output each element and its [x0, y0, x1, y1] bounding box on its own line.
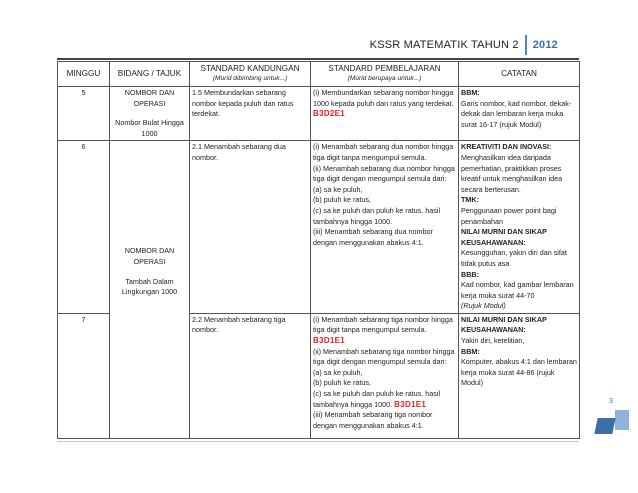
bidang-topic: NOMBOR DAN OPERASI — [124, 246, 175, 266]
catatan-label: KREATIVITI DAN INOVASI: — [461, 142, 552, 152]
bidang-topic: NOMBOR DAN OPERASI — [124, 88, 175, 108]
catatan-text: Komputer, abakus 4:1 dan lembaran kerja muka surat 44-86 (rujuk Modul) — [461, 357, 577, 388]
pembelajaran-text: (i) Membundarkan sebarang nombor hingga 1000 kepada puluh dan ratus yang terdekat. — [313, 88, 454, 108]
pembelajaran-cell — [311, 313, 459, 438]
week-cell: 5 — [58, 87, 110, 141]
pembelajaran-line: (i) Menambah sebarang dua nombor hingga tiga digit tanpa mengumpul semula. — [313, 142, 454, 162]
footer-rule — [57, 441, 579, 442]
page-corner-decoration — [615, 410, 629, 430]
kandungan-cell: 2.1 Menambah sebarang dua nombor. — [190, 141, 311, 314]
catatan-text: Menghasilkan idea daripada pemerhatian, praktikkan proses kreatif untuk menghasilkan idea secara berterusan. — [461, 152, 563, 194]
bidang-subtopic: Tambah Dalam Lingkungan 1000 — [121, 276, 178, 297]
pembelajaran-line: (iii) Menambah sebarang dua nombor dengan menggunakan abakus 4:1. — [313, 227, 433, 247]
pembelajaran-cell — [311, 141, 459, 314]
pembelajaran-line: (ii) Menambah sebarang dua nombor hingga tiga digit dengan mengumpul semula dari: — [313, 163, 455, 184]
catatan-label: BBM: — [461, 346, 480, 356]
header-minggu: MINGGU — [58, 62, 110, 87]
header-kandungan-sub: (Murid dibimbing untuk...) — [212, 75, 288, 82]
page-number: 3 — [609, 398, 613, 405]
table-row — [58, 141, 580, 314]
kandungan-cell: 2.2 Menambah sebarang tiga nombor. — [190, 313, 311, 438]
page-header — [370, 34, 558, 56]
bidang-subtopic: Nombor Bulat Hingga 1000 — [115, 118, 184, 138]
catatan-text: Penggunaan power point bagi penambahan — [461, 205, 557, 226]
catatan-cell — [459, 313, 580, 438]
header-pembelajaran-label: STANDARD PEMBELAJARAN — [328, 64, 441, 73]
catatan-label: BBB: — [461, 269, 479, 279]
pembelajaran-cell — [311, 87, 459, 141]
pembelajaran-line: (iii) Menambah sebarang tiga nombor dengan menggunakan abakus 4:1. — [313, 410, 433, 430]
week-cell: 6 — [58, 141, 110, 314]
pembelajaran-line: (b) puluh ke ratus, — [313, 195, 371, 205]
skill-code: B3D2E1 — [313, 109, 346, 119]
kandungan-cell: 1.5 Membundarkan sebarang nombor kepada puluh dan ratus terdekat. — [190, 87, 311, 141]
catatan-cell — [459, 87, 580, 141]
catatan-label: BBM: — [461, 88, 480, 97]
header-rule — [57, 58, 579, 60]
catatan-label: TMK: — [461, 195, 479, 205]
pembelajaran-line: (ii) Menambah sebarang tiga nombor hingga tiga digit dengan mengumpul semula dari: — [313, 346, 455, 367]
pembelajaran-line: (a) sa ke puluh, — [313, 184, 363, 194]
catatan-text: Garis nombor, kad nombor, dekak-dekak dan lembaran kerja muka surat 16-17 (rujuk Modul) — [461, 98, 572, 129]
pembelajaran-line: (a) sa ke puluh, — [313, 367, 363, 377]
lesson-plan-table — [57, 61, 580, 439]
skill-code: B3D1E1 — [394, 399, 427, 409]
catatan-label: NILAI MURNI DAN SIKAP KEUSAHAWANAN: — [461, 314, 547, 335]
header-kandungan-label: STANDARD KANDUNGAN — [200, 64, 300, 73]
pembelajaran-line: (c) sa ke puluh dan puluh ke ratus. hasil tambahnya hingga 1000. B3D1E1 — [313, 389, 441, 409]
catatan-text: Kad nombor, kad gambar lembaran kerja muka surat 44-70 — [461, 280, 574, 300]
header-standard-pembelajaran — [311, 62, 459, 87]
catatan-label: NILAI MURNI DAN SIKAP KEUSAHAWANAN: — [461, 227, 547, 247]
bidang-cell — [110, 87, 190, 141]
table-header-row — [58, 62, 580, 87]
pembelajaran-line: (b) puluh ke ratus, — [313, 378, 371, 388]
header-standard-kandungan — [190, 62, 311, 87]
header-divider — [525, 35, 527, 55]
pembelajaran-line: (c) sa ke puluh dan puluh ke ratus. hasil tambahnya hingga 1000. — [313, 205, 441, 226]
catatan-text: Kesungguhan, yakin diri dan sifat tidak putus asa — [461, 248, 567, 268]
page-corner-decoration — [594, 418, 615, 434]
document-title: KSSR MATEMATIK TAHUN 2 — [369, 39, 519, 51]
document-year: 2012 — [532, 39, 558, 51]
header-catatan: CATATAN — [459, 62, 580, 87]
catatan-cell — [459, 141, 580, 314]
table-row — [58, 87, 580, 141]
pembelajaran-line: (i) Menambah sebarang tiga nombor hingga tiga digit tanpa mengumpul semula. B3D1E1 — [313, 314, 453, 346]
header-bidang: BIDANG / TAJUK — [110, 62, 190, 87]
skill-code: B3D1E1 — [313, 336, 346, 346]
header-pembelajaran-sub: (Murid berupaya untuk...) — [347, 75, 422, 82]
bidang-cell — [110, 141, 190, 439]
catatan-ref: (Rujuk Modul) — [461, 301, 506, 311]
catatan-text: Yakin diri, ketelitian, — [461, 336, 525, 346]
week-cell: 7 — [58, 313, 110, 438]
